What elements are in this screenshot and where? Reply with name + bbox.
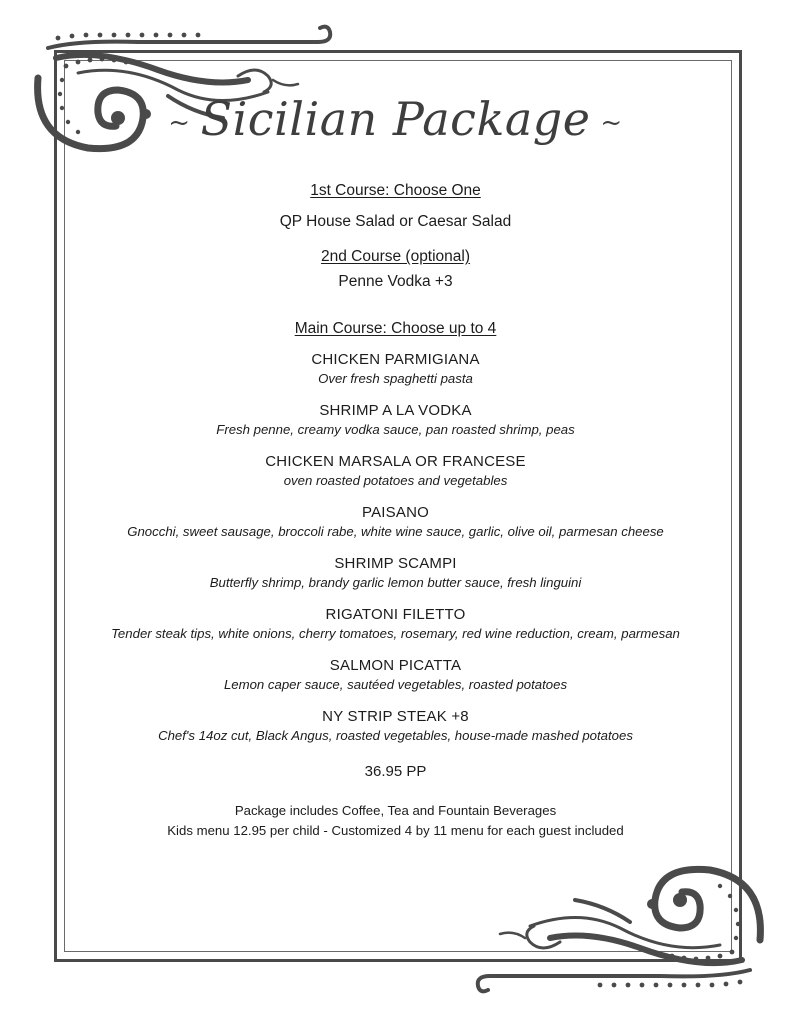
dish-description: Lemon caper sauce, sautéed vegetables, roasted potatoes — [223, 677, 568, 692]
first-course-heading: 1st Course: Choose One — [310, 182, 481, 199]
title-text: Sicilian Package — [200, 92, 591, 146]
dish-name: NY STRIP STEAK +8 — [322, 708, 469, 725]
title-flourish-right-icon: ~ — [600, 108, 623, 138]
dish-name: CHICKEN PARMIGIANA — [311, 351, 480, 368]
dish-item — [70, 351, 721, 386]
dish-item — [70, 402, 721, 437]
dish-description: Chef's 14oz cut, Black Angus, roasted vegetables, house-made mashed potatoes — [158, 728, 633, 743]
dish-item — [70, 453, 721, 488]
dish-name: SHRIMP A LA VODKA — [319, 402, 472, 419]
dish-description: oven roasted potatoes and vegetables — [283, 473, 508, 488]
dish-name: SHRIMP SCAMPI — [334, 555, 457, 572]
dish-item — [70, 708, 721, 743]
dish-name: PAISANO — [362, 504, 429, 521]
title-flourish-left-icon: ~ — [168, 108, 191, 138]
dish-name: SALMON PICATTA — [329, 657, 462, 674]
dish-name: RIGATONI FILETTO — [325, 606, 466, 623]
dish-description: Tender steak tips, white onions, cherry tomatoes, rosemary, red wine reduction, cream, parmesan — [111, 626, 680, 641]
dish-description: Butterfly shrimp, brandy garlic lemon butter sauce, fresh linguini — [209, 575, 582, 590]
note-line: Package includes Coffee, Tea and Fountain Beverages — [234, 803, 557, 818]
package-notes — [70, 801, 721, 841]
scroll-flourish-bottom-right-icon — [450, 850, 780, 1000]
package-price: 36.95 PP — [364, 763, 427, 780]
dish-name: CHICKEN MARSALA OR FRANCESE — [265, 453, 526, 470]
second-course-item: Penne Vodka +3 — [338, 273, 453, 290]
menu-content — [70, 180, 721, 841]
first-course-item: QP House Salad or Caesar Salad — [279, 213, 512, 230]
dish-description: Over fresh spaghetti pasta — [318, 371, 473, 386]
second-course-heading: 2nd Course (optional) — [320, 248, 471, 265]
main-course-heading: Main Course: Choose up to 4 — [294, 320, 497, 337]
dish-item — [70, 606, 721, 641]
dish-item — [70, 657, 721, 692]
note-line: Kids menu 12.95 per child - Customized 4 by 11 menu for each guest included — [167, 823, 624, 838]
dish-description: Fresh penne, creamy vodka sauce, pan roasted shrimp, peas — [216, 422, 575, 437]
dish-description: Gnocchi, sweet sausage, broccoli rabe, white wine sauce, garlic, olive oil, parmesan cheese — [127, 524, 664, 539]
page-title — [0, 92, 791, 146]
dish-item — [70, 504, 721, 539]
dish-item — [70, 555, 721, 590]
